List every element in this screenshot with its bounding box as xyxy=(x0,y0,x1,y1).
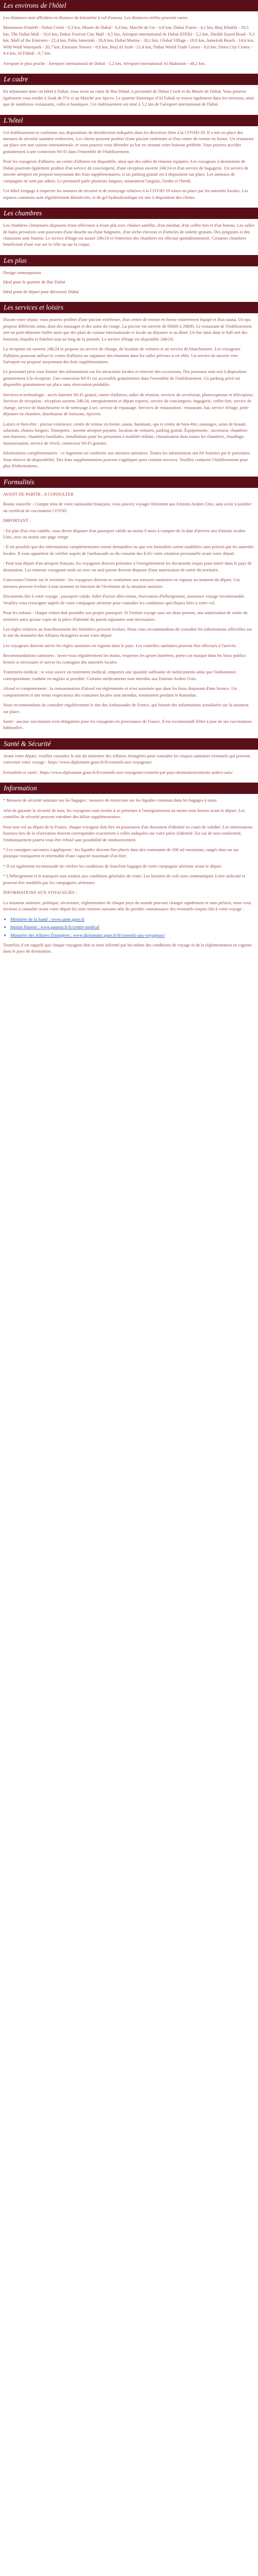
section-title: Information xyxy=(0,783,258,794)
information-text: * Mesures de sécurité sanitaire sur les bagages : mesures de restriction sur les liquides contenus dans les bagages à main. xyxy=(3,798,218,803)
formalites-text: - Il est possible que des informations complémentaires soient demandées ou que vos formalités soient modifiées sans préavis par les autorités locales. Il vous appartient de vérifier auprès de l'ambassade ou du consulat des EAU votre situation personnelle avant votre départ. xyxy=(3,544,254,556)
link-pasteur[interactable]: • Institut Pasteur : www.pasteur.fr/fr/centre-medical xyxy=(10,924,255,930)
cadre-text: En séjournant dans cet hôtel à Dubaï, vous serez au cœur de Bur Dubaï, à proximité de Dubai Creek et du Musée de Dubaï. Vous pourrez également vous rendre à Souk de l'Or et au Marché aux épices. Le quartier historique d'Al Fahidi se trouve également dans les environs, ainsi que de nombreux restaurants, cafés et boutiques. Cet établissement est situé à 5,2 km de l'aéroport international de Dubaï. xyxy=(3,89,254,107)
information-text: Afin de garantir la sécurité de tous, les voyageurs sont invités à se présenter à l'enregistrement au moins trois heures avant le départ. Les contrôles de sécurité peuvent entraîner des délais supplémentaires. xyxy=(3,807,245,820)
services-text: Informations complémentaires : ce logement est conforme aux mesures sanitaires. Toutes les informations ont été fournies par le partenaire. Sous réserve de disponibilité. Des frais supplémentaires peuvent s'appliquer pour certains services. Veuillez contacter l'établissement pour plus d'informations. xyxy=(3,450,251,469)
formalites-text: Concernant l'entrée sur le territoire : les voyageurs doivent se conformer aux mesures sanitaires en vigueur au moment du départ. Ces mesures peuvent évoluer à tout moment en fonction de l'évolution de la situation sanitaire. xyxy=(3,577,240,589)
page xyxy=(0,0,258,962)
formalites-text: Les règles relatives au franchissement des frontières peuvent évoluer. Nous vous recommandons de consulter les informations officielles sur le site du ministère des Affaires étrangères avant votre départ. xyxy=(3,626,252,638)
section-environs xyxy=(0,0,258,74)
information-text: * Les consignes suivantes s'appliquent : les liquides doivent être placés dans des contenants de 100 ml maximum, rangés dans un sac plastique transparent et refermable d'une capacité maximale d'un litre. xyxy=(3,846,239,859)
formalites-text: Santé : aucune vaccination n'est obligatoire pour les voyageurs en provenance de France. Il est recommandé d'être à jour de ses vaccinations habituelles. xyxy=(3,718,252,731)
information-text: La situation sanitaire, politique, sécuritaire, réglementaire de chaque pays du monde pouvant changer rapidement et sans préavis, nous vous invitons à consulter avant votre départ les sites internet suivants afin de prendre connaissance des éventuels risques liés à votre voyage : xyxy=(3,900,251,912)
list-item: Ideal pour le quartier de Bur Dubai xyxy=(3,279,66,285)
section-title: Santé & Sécurité xyxy=(0,738,258,750)
link-diplomatie[interactable]: • Ministère des Affaires Étrangères : www.diplomatie.gouv.fr/fr/conseils-aux-voyageurs/ xyxy=(10,932,255,938)
services-text: La réception est ouverte 24h/24 et propose un service de change, de location de voitures et un service de blanchisserie. Les voyageurs d'affaires pourront utiliser le centre d'affaires ou organiser des réunions dans les salles prévues à cet effet. Un service de navette vers l'aéroport est proposé moyennant des frais supplémentaires. xyxy=(3,346,240,364)
services-text: Services et technologie : accès Internet Wi-Fi gratuit, centre d'affaires, salles de réunion, services de secrétariat, photocopieuse et télécopieur. Services de réception : réception ouverte 24h/24, enregistrement et départ express, service de conciergerie, bagagerie, coffre-fort, service de change, service de blanchisserie et de nettoyage à sec, service de repassage. Services de restauration : restaurant, bar, service d'étage, petit-déjeuner en chambre, distributeur de boissons, épicerie. xyxy=(3,392,254,417)
hotel-text: Cet hôtel s'engage à respecter les mesures de sécurité et de nettoyage relatives à la COVID-19 mises en place par les autorités locales. Les espaces communs sont régulièrement désinfectés, et du gel hydroalcoolique est mis à disposition des clients. xyxy=(3,188,248,200)
chambres-text: Les chambres climatisées disposent d'une télévision à écran plat avec chaînes satellite, d'un minibar, d'un coffre-fort et d'un bureau. Les salles de bains privatives sont pourvues d'une douche ou d'une baignoire, d'un sèche-cheveux et d'articles de toilette gratuits. Des peignoirs et des chaussons sont fournis. Le service d'étage est assuré 24h/24 et l'entretien des chambres est effectué quotidiennement. Certaines chambres bénéficient d'une vue sur la ville ou sur la crique. xyxy=(3,223,255,247)
information-heading: INFORMATIONS AUX VOYAGEURS : xyxy=(3,890,77,895)
section-title: Les services et loisirs xyxy=(0,302,258,313)
environs-airports: Aéroport le plus proche : Aéroport international de Dubaï - 5,2 km, Aéroport international Al Maktoum - 48,2 km. xyxy=(3,60,206,66)
section-hotel xyxy=(0,115,258,208)
link-sante[interactable]: • Ministère de la Santé : www.sante.gouv.fr xyxy=(10,916,255,922)
information-links xyxy=(3,916,255,938)
hotel-text: Cet établissement se conforme aux dispositions de désinfection indiquées dans les directives liées à la COVID-19. Il a mis en place des mesures de sécurité sanitaire renforcées. Les clients peuvent profiter d'une piscine extérieure et d'un centre de remise en forme. Un restaurant sur place sert une cuisine internationale, et vous pourrez vous détendre au bar en sirotant votre boisson préférée. Vous pourrez accéder gratuitement à une connexion Wi-Fi dans l'ensemble de l'établissement. xyxy=(3,129,254,154)
section-services xyxy=(0,302,258,477)
section-title: Les plus xyxy=(0,255,258,266)
services-text: Loisirs et bien-être : piscine extérieure, centre de remise en forme, sauna, hammam, spa et centre de bien-être, massages, soins de beauté, solarium, chaises longues. Transports : navette aéroport payante, location de voitures, parking gratuit. Équipements : ascenseur, chambres non-fumeurs, chambres familiales, installations pour les personnes à mobilité réduite, climatisation dans toutes les chambres, chauffage, insonorisation, service de réveil, connexion Wi-Fi gratuite. xyxy=(3,421,248,446)
formalites-text: Nous recommandons de consulter régulièrement le site des Ambassades de France, qui fournit des informations actualisées sur la situation sur place. xyxy=(3,702,249,714)
formalites-important: IMPORTANT : xyxy=(3,518,31,523)
section-plus xyxy=(0,255,258,302)
information-text: Toutefois il est rappelé que chaque voyageur doit se tenir informé par lui-même des conditions de voyage et de la réglementation en vigueur dans le pays de destination. xyxy=(3,942,252,954)
formalites-text: - En plus d'un visa valable, vous devez disposer d'un passeport valide au moins 6 mois à compter de la date d'arrivée aux Emirats Arabes Unis, avec au moins une page vierge. xyxy=(3,528,246,540)
information-text: * Il est également recommandé de vérifier les conditions de franchise bagages de votre compagnie aérienne avant le départ. xyxy=(3,863,222,869)
section-title: L'hôtel xyxy=(0,115,258,126)
formalites-heading: AVANT DE PARTIR : A CONSULTER xyxy=(3,491,74,497)
formalites-text: - Pour tout départ d'un aéroport français, les voyageurs doivent présenter à l'enregistrement les documents requis pour entrer dans le pays de destination. Les mineurs voyageant seuls ou avec un seul parent doivent disposer d'une autorisation de sortie du territoire. xyxy=(3,561,252,572)
hotel-text: Pour les voyageurs d'affaires, un centre d'affaires est disponible, ainsi que des salles de réunion équipées. Les voyageurs à destination de Dubaï pourront également profiter d'un service de conciergerie, d'une réception ouverte 24h/24 et d'un service de bagagerie. Un service de navette aéroport est proposé moyennant des frais supplémentaires, et un parking gratuit est à disposition sur place. Les animaux de compagnie ne sont pas admis. Le personnel parle plusieurs langues, notamment l'anglais, l'arabe et l'hindi. xyxy=(3,159,249,183)
formalites-text: Pour les enfants : chaque enfant doit posséder son propre passeport. Si l'enfant voyage sans ses deux parents, une autorisation de sortie du territoire ainsi qu'une copie de la pièce d'identité du parent signataire sont nécessaires. xyxy=(3,610,248,622)
formalites-text: Alcool et comportement : la consommation d'alcool est réglementée et n'est autorisée que dans les lieux disposant d'une licence. Un comportement et une tenue respectueux des coutumes locales sont attendus, notamment pendant le Ramadan. xyxy=(3,686,237,698)
section-title: Les chambres xyxy=(0,208,258,219)
formalites-text: Documents liés à votre voyage : passeport valide, billet d'avion aller-retour, réservation d'hébergement, assurance voyage recommandée. Veuillez vous renseigner auprès de votre compagnie aérienne pour connaître les conditions spécifiques liées à votre vol. xyxy=(3,594,246,605)
services-text: Durant votre séjour, vous pourrez profiter d'une piscine extérieure, d'un centre de remise en forme entièrement équipé et d'un sauna. Un spa propose différents soins, dont des massages et des soins du visage. La piscine est ouverte de 06h00 à 20h00. Le restaurant de l'établissement sert un petit-déjeuner buffet ainsi que des plats de cuisine internationale et locale au déjeuner et au dîner. Un bar situé dans le hall sert des boissons chaudes et fraîches tout au long de la journée. Le service d'étage est disponible 24h/24. xyxy=(3,317,252,342)
services-text: Le personnel peut vous fournir des informations sur les attractions locales et réserver des excursions. Des journaux sont mis à disposition gratuitement à la réception. Une connexion Wi-Fi est accessible gratuitement dans l'ensemble de l'établissement. Un parking privé est disponible gratuitement sur place sans réservation préalable. xyxy=(3,369,247,387)
section-sante xyxy=(0,738,258,783)
formalites-text: Les voyageurs doivent suivre les règles sanitaires en vigueur dans le pays. Les contrôles sanitaires peuvent être effectués à l'arrivée. xyxy=(3,642,237,648)
formalites-text: Recommandations sanitaires : lavez-vous régulièrement les mains, respectez les gestes barrières, portez un masque dans les lieux publics fermés si nécessaire et suivez les consignes des autorités locales. xyxy=(3,653,246,665)
formalites-text: Traitement médical : si vous suivez un traitement médical, emportez une quantité suffisante de médicaments ainsi que l'ordonnance correspondante, traduite en anglais si possible. Certains médicaments sont interdits aux Emirats Arabes Unis. xyxy=(3,669,236,681)
section-cadre xyxy=(0,74,258,114)
section-title: Les environs de l'hôtel xyxy=(0,0,258,11)
sante-text: Formalités et santé : https://www.diplomatie.gouv.fr/fr/conseils-aux-voyageurs/conseils-par-pays-destination/emirats-arabes-unis/ xyxy=(3,769,233,775)
formalites-text: Bonne nouvelle - Compte tenu de votre nationalité française, vous pouvez voyager librement aux Emirats Arabes Unis, sans avoir à justifier un certificat de vaccination COVID. xyxy=(3,501,252,513)
environs-intro: Les distances sont affichées en distance de kilomètre à vol d'oiseau. Les distances réelles peuvent varier. xyxy=(3,15,188,20)
plus-list xyxy=(3,269,255,295)
section-title: Le cadre xyxy=(0,74,258,85)
section-chambres xyxy=(0,208,258,255)
information-text: * L'hébergement et le transport sont soumis aux conditions générales de vente. Les horaires de vols sont communiqués à titre indicatif et peuvent être modifiés par les compagnies aériennes. xyxy=(3,873,246,885)
section-information xyxy=(0,783,258,962)
information-text: Pour tout vol au départ de la France, chaque voyageur doit être en possession d'un document d'identité en cours de validité. Les informations fournies lors de la réservation doivent correspondre exactement à celles indiquées sur votre pièce d'identité. En cas de non-conformité, l'embarquement pourra vous être refusé sans possibilité de remboursement. xyxy=(3,824,253,842)
list-item: Design contemporain xyxy=(3,269,41,275)
environs-landmarks: Monument d'intérêt : Dubai Creek - 0,3 km, Musée de Dubaï - 0,4 km, Marché de l'or - 0,8 km, Dubai Frame - 4,1 km, Burj Khalifa - 10,5 km, The Dubai Mall - 10,6 km, Dubai Festival City Mall - 8,5 km, Aéroport international de Dubaï (DXB) - 5,2 km, Sheikh Zayed Road - 9,3 km, Mall of the Emirates - 22,4 km, Palm Jumeirah - 26,8 km, Dubai Marina - 28,1 km, Global Village - 18,0 km, Jumeirah Beach - 14,6 km, Wild Wadi Waterpark - 20,7 km, Emirates Towers - 8,6 km, Burj Al Arab - 21,4 km, Dubai World Trade Centre - 8,0 km, Deira City Centre - 4,4 km, Al Fahidi - 0,7 km. xyxy=(3,25,255,56)
list-item: Idéal point de départ pour découvrir Dubaï xyxy=(3,289,79,294)
sante-text: Avant votre départ, veuillez consulter le site du ministère des Affaires étrangères pour connaître les risques sanitaires éventuels qui peuvent concerner votre voyage : https://www.diplomatie.gouv.fr/fr/conseils-aux-voyageurs/ xyxy=(3,753,250,765)
section-title: Formalités xyxy=(0,477,258,488)
section-formalites xyxy=(0,477,258,738)
